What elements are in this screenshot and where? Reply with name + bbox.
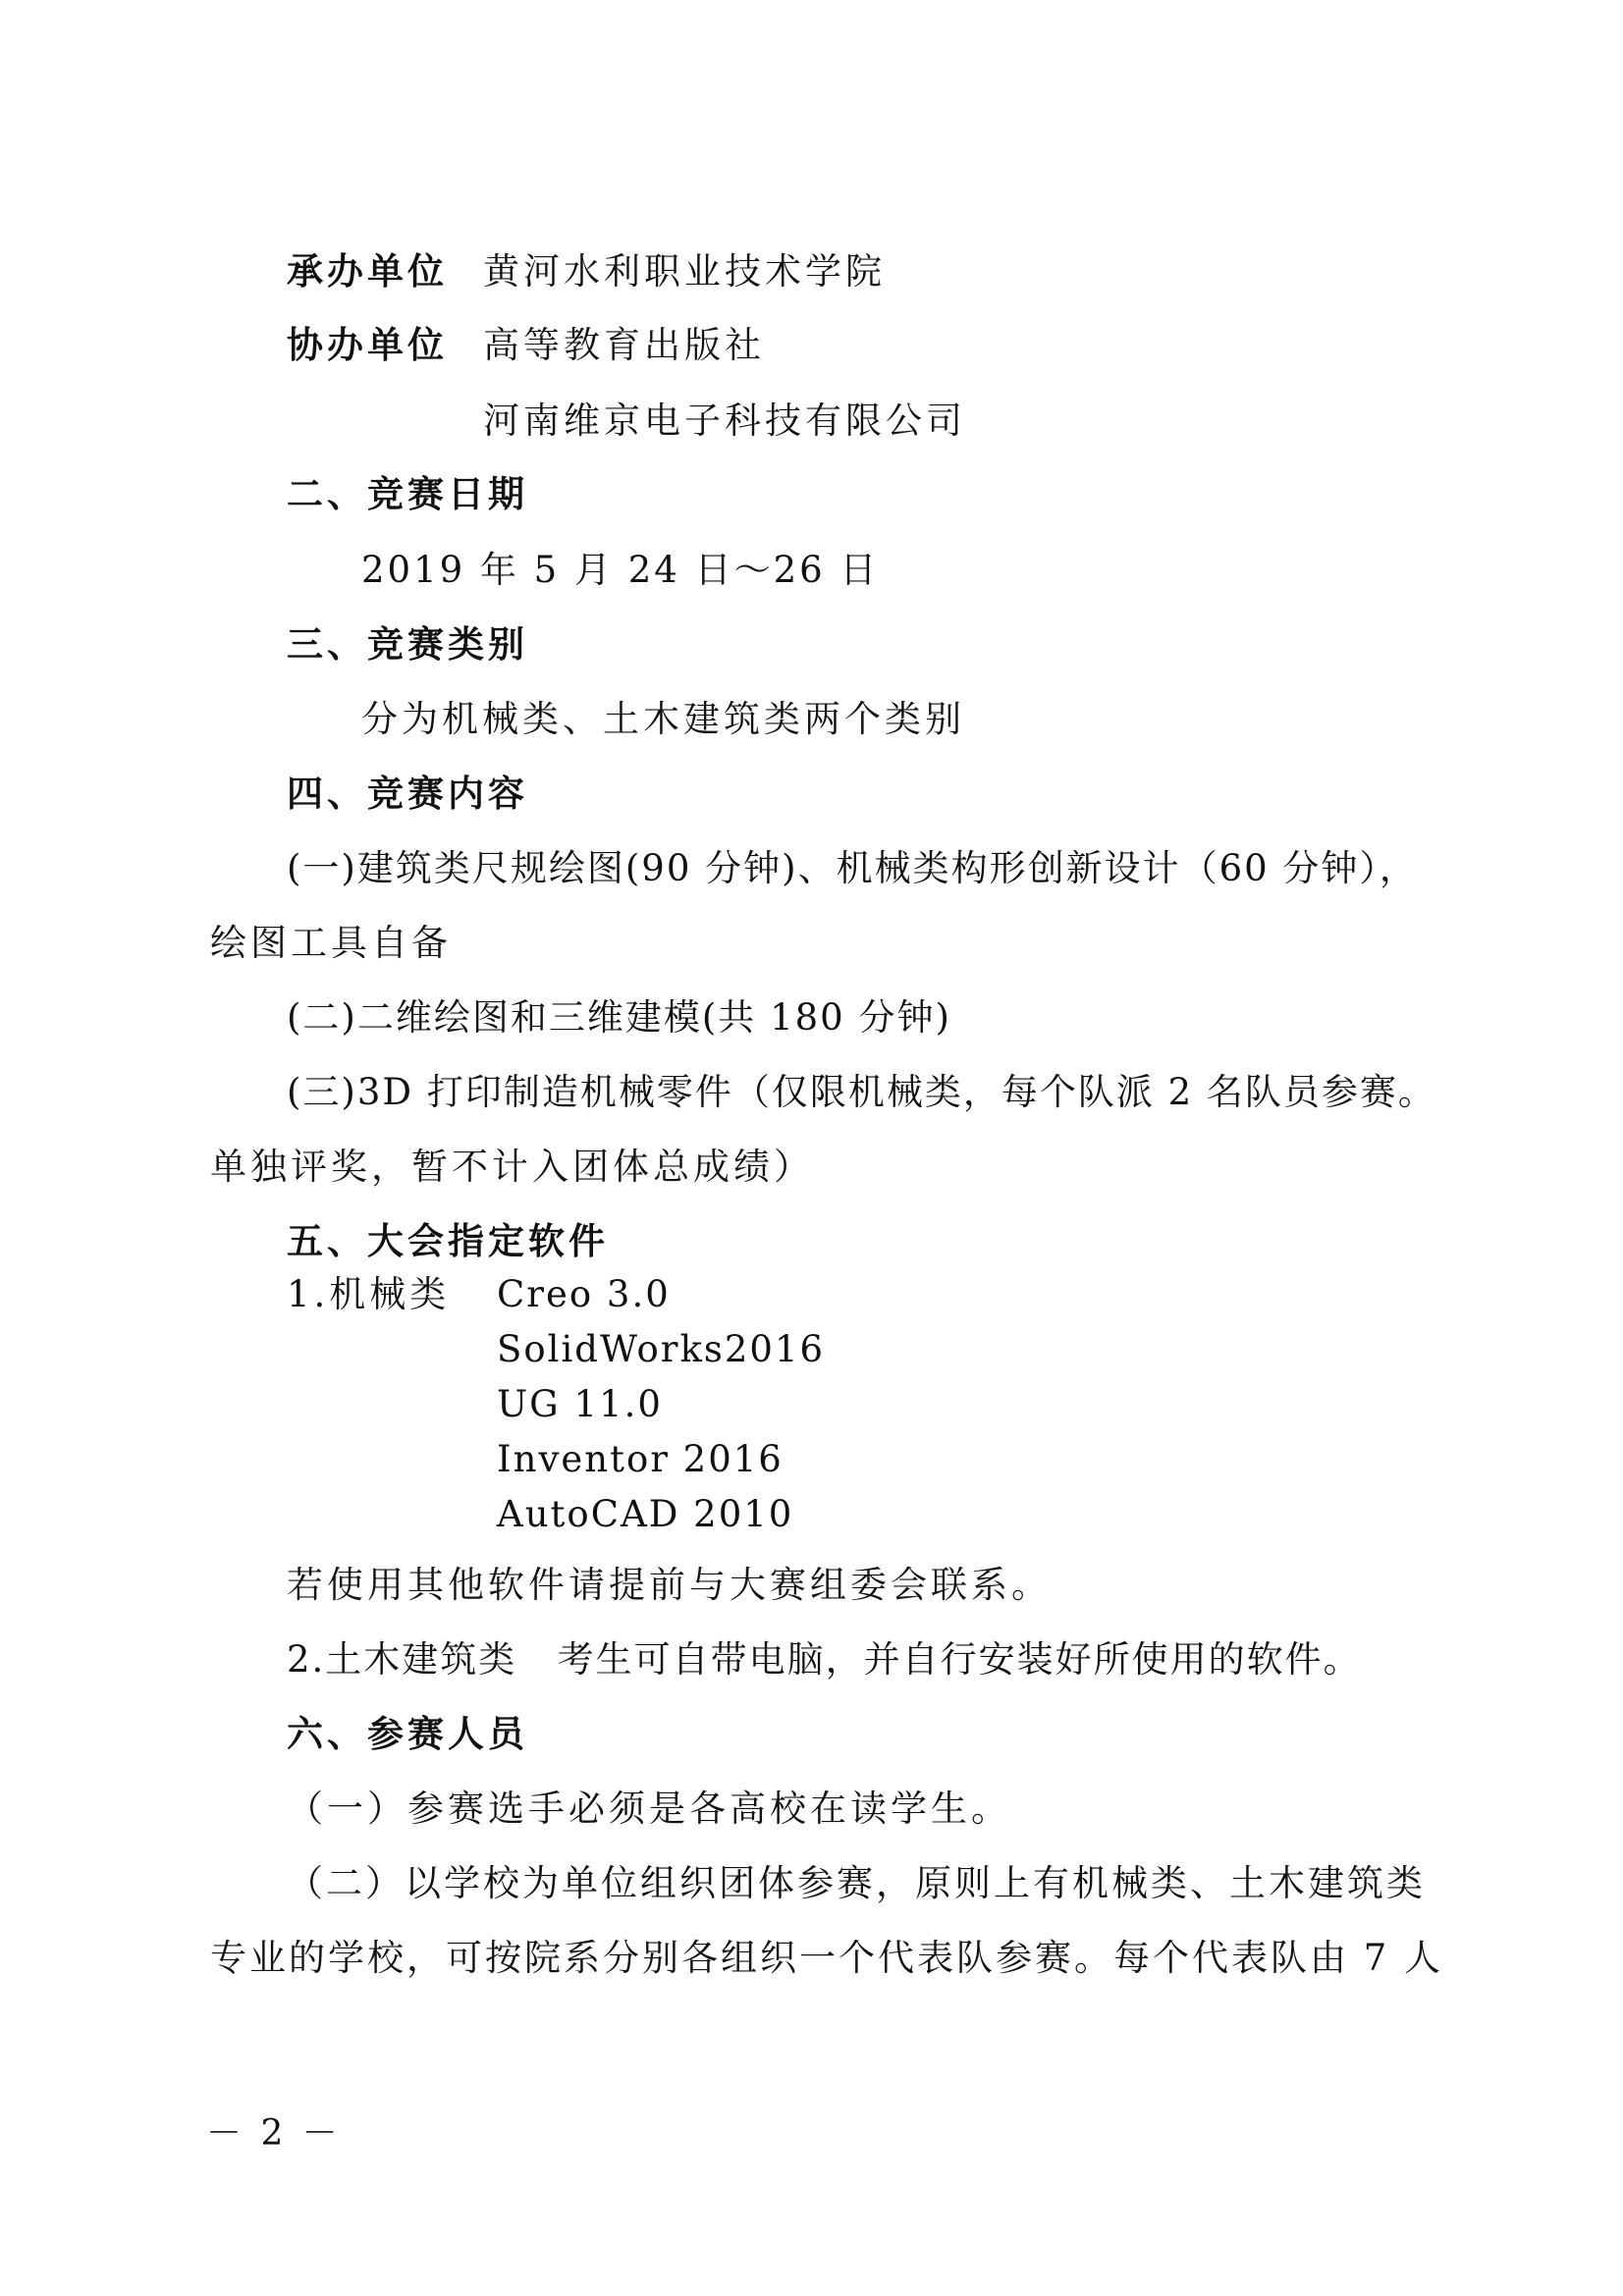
participants-item-2-cont: 专业的学校，可按院系分别各组织一个代表队参赛。每个代表队由 7 人: [210, 1937, 1444, 1979]
content-item-1: (一)建筑类尺规绘图(90 分钟)、机械类构形创新设计（60 分钟），: [287, 847, 1418, 889]
section-heading-participants: 六、参赛人员: [287, 1713, 528, 1755]
co-organizer-label: 协办单位: [287, 324, 448, 366]
section-heading-date: 二、竞赛日期: [287, 473, 528, 515]
software-item-creo: Creo 3.0: [497, 1273, 671, 1315]
participants-item-2: （二）以学校为单位组织团体参赛，原则上有机械类、土木建筑类: [287, 1862, 1426, 1904]
content-item-3: (三)3D 打印制造机械零件（仅限机械类，每个队派 2 名队员参赛。: [287, 1071, 1436, 1113]
host-value: 黄河水利职业技术学院: [483, 250, 886, 293]
software-item-autocad: AutoCAD 2010: [497, 1493, 794, 1535]
section-heading-content: 四、竞赛内容: [287, 773, 528, 815]
section-heading-category: 三、竞赛类别: [287, 623, 528, 666]
software-item-inventor: Inventor 2016: [497, 1438, 784, 1480]
software-item-solidworks: SolidWorks2016: [497, 1328, 826, 1370]
co-organizer-value-2: 河南维京电子科技有限公司: [483, 400, 966, 442]
co-organizer-value-1: 高等教育出版社: [483, 324, 765, 366]
content-item-1-cont: 绘图工具自备: [210, 922, 452, 964]
software-item-ug: UG 11.0: [497, 1383, 663, 1425]
participants-item-1: （一）参赛选手必须是各高校在读学生。: [287, 1788, 1011, 1830]
page-number: － 2 －: [206, 2113, 342, 2154]
software-civil: 2.土木建筑类 考生可自带电脑，并自行安装好所使用的软件。: [287, 1638, 1362, 1681]
section-heading-software: 五、大会指定软件: [287, 1220, 609, 1262]
host-row: [287, 250, 886, 293]
software-mech-label: 1.机械类: [287, 1273, 451, 1315]
content-item-3-cont: 单独评奖，暂不计入团体总成绩）: [210, 1146, 814, 1188]
host-label: 承办单位: [287, 250, 448, 293]
content-item-2: (二)二维绘图和三维建模(共 180 分钟): [287, 996, 951, 1039]
co-organizer-row: [287, 324, 765, 366]
category-text: 分为机械类、土木建筑类两个类别: [361, 698, 965, 740]
software-note: 若使用其他软件请提前与大赛组委会联系。: [287, 1564, 1052, 1606]
date-text: 2019 年 5 月 24 日～26 日: [361, 549, 880, 591]
